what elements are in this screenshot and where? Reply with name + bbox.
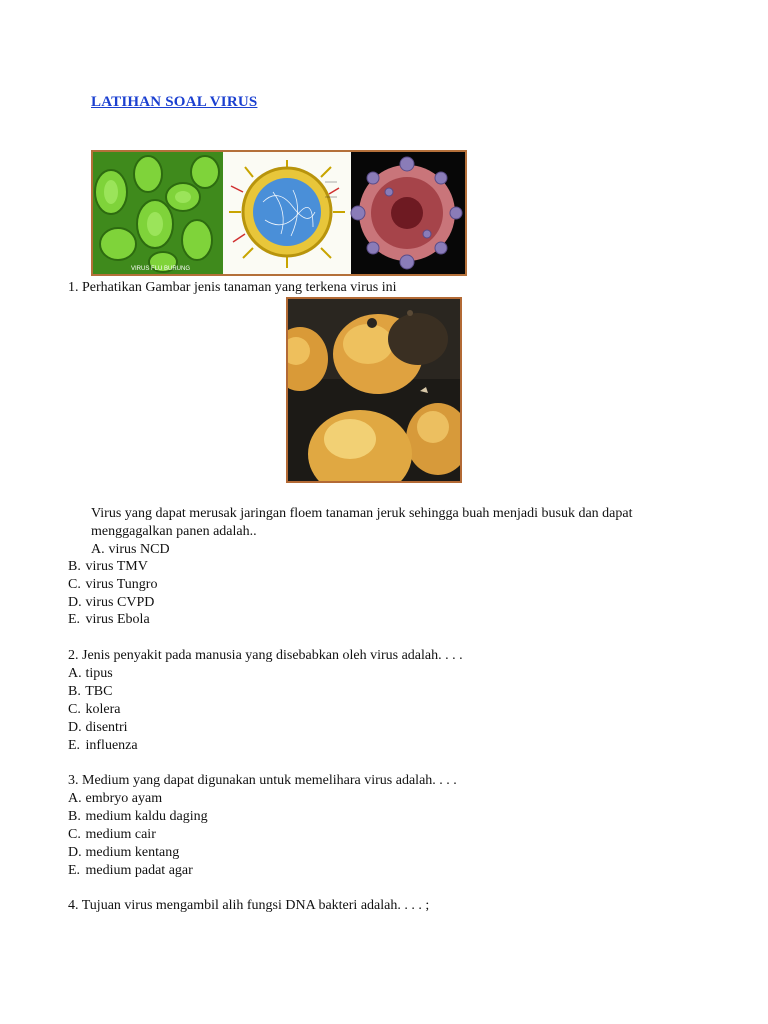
question-1-option-e[interactable] <box>68 611 150 628</box>
question-1-body-line-1: Virus yang dapat merusak jaringan floem tanaman jeruk sehingga buah menjadi busuk dan dapat <box>91 506 633 521</box>
option-letter: E. <box>68 612 81 627</box>
question-3-option-c[interactable] <box>68 826 156 843</box>
option-letter: E. <box>68 863 81 878</box>
question-1-prompt: 1. Perhatikan Gambar jenis tanaman yang terkena virus ini <box>68 280 397 295</box>
question-1-option-b[interactable] <box>68 558 148 575</box>
question-3-option-b[interactable] <box>68 808 208 825</box>
option-text: medium kaldu daging <box>85 809 208 824</box>
option-text: tipus <box>85 666 113 681</box>
option-text: TBC <box>85 684 113 699</box>
question-1-option-d[interactable] <box>68 594 154 611</box>
option-text: disentri <box>85 720 128 735</box>
option-letter: C. <box>68 577 81 592</box>
option-letter: C. <box>68 827 81 842</box>
option-letter: D. <box>68 845 82 860</box>
option-text: medium padat agar <box>85 863 193 878</box>
option-text: virus Tungro <box>85 577 158 592</box>
option-letter: E. <box>68 738 81 753</box>
option-letter: B. <box>68 684 81 699</box>
virus-images-strip <box>91 150 467 276</box>
question-3-option-a[interactable] <box>68 790 162 807</box>
option-letter: B. <box>68 809 81 824</box>
question-1-body-line-2: menggagalkan panen adalah.. <box>91 524 257 539</box>
question-2-prompt: 2. Jenis penyakit pada manusia yang disebabkan oleh virus adalah. . . . <box>68 648 463 663</box>
question-3-option-d[interactable] <box>68 844 179 861</box>
page-title[interactable]: LATIHAN SOAL VIRUS <box>91 94 258 110</box>
option-letter: B. <box>68 559 81 574</box>
option-text: kolera <box>85 702 121 717</box>
option-text: virus TMV <box>85 559 148 574</box>
option-text: influenza <box>85 738 138 753</box>
option-text: medium kentang <box>85 845 180 860</box>
question-2-option-d[interactable] <box>68 719 128 736</box>
question-3-prompt: 3. Medium yang dapat digunakan untuk memelihara virus adalah. . . . <box>68 773 457 788</box>
virus-strip-caption: VIRUS FLU BURUNG <box>131 266 191 272</box>
option-letter: A. <box>68 666 82 681</box>
question-2-option-c[interactable] <box>68 701 120 718</box>
question-3-option-e[interactable] <box>68 862 193 879</box>
option-text: medium cair <box>85 827 156 842</box>
option-letter: A. <box>68 791 82 806</box>
option-letter: D. <box>68 595 82 610</box>
option-text: virus Ebola <box>85 612 150 627</box>
question-1-option-c[interactable] <box>68 576 157 593</box>
option-text: virus NCD <box>108 542 170 557</box>
option-letter: D. <box>68 720 82 735</box>
option-letter: A. <box>91 542 105 557</box>
question-2-option-a[interactable] <box>68 665 113 682</box>
option-letter: C. <box>68 702 81 717</box>
question-1-option-a[interactable] <box>91 541 170 558</box>
question-4-prompt: 4. Tujuan virus mengambil alih fungsi DNA bakteri adalah. . . . ; <box>68 898 430 913</box>
question-2-option-e[interactable] <box>68 737 138 754</box>
question-2-option-b[interactable] <box>68 683 112 700</box>
option-text: virus CVPD <box>85 595 155 610</box>
citrus-fruit-image <box>286 297 462 483</box>
option-text: embryo ayam <box>85 791 163 806</box>
